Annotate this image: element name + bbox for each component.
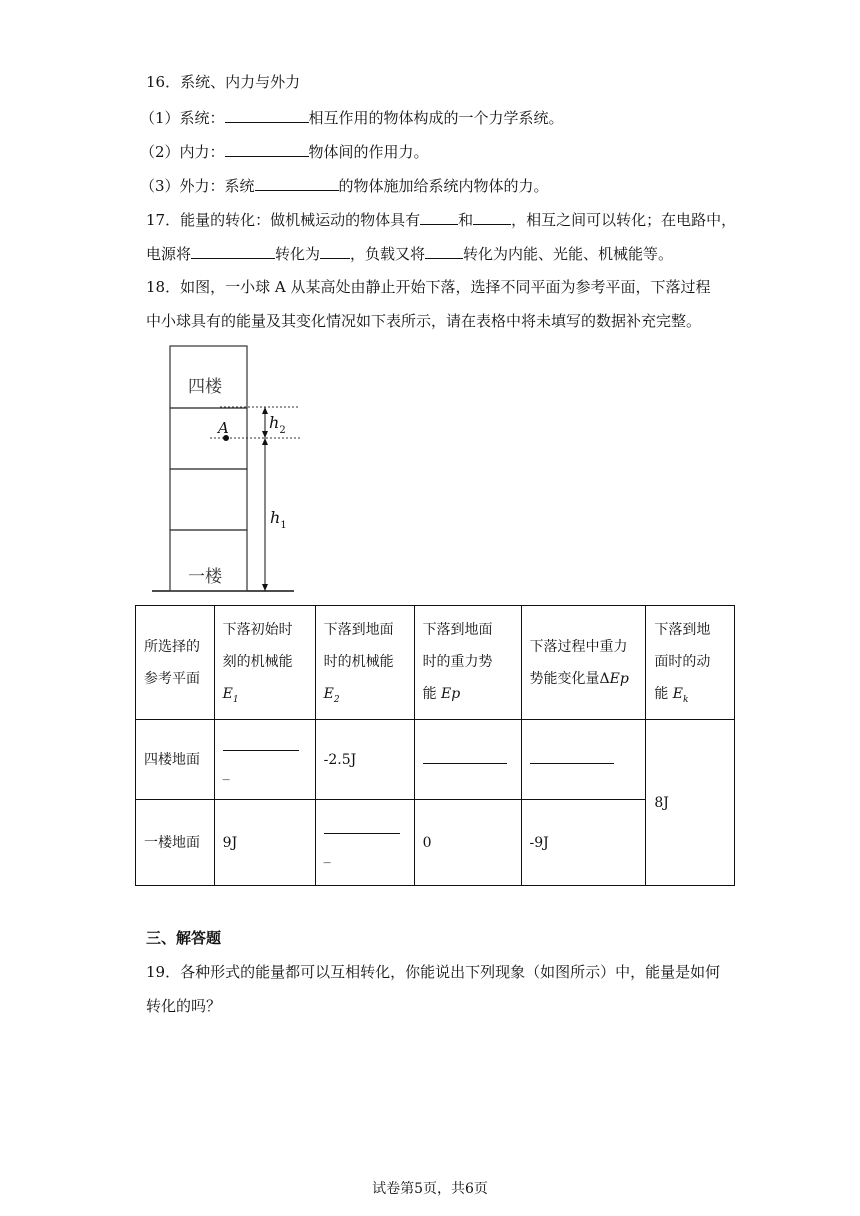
q16-item-2 bbox=[140, 141, 429, 162]
q17-line-2 bbox=[146, 243, 673, 264]
header-ep: 下落到地面 时的重力势 能 Ep bbox=[414, 606, 521, 720]
q16-item-3-label: （3）外力：系统 bbox=[140, 177, 255, 195]
q19-line-1: 19．各种形式的能量都可以互相转化，你能说出下列现象（如图所示）中，能量是如何 bbox=[146, 963, 721, 981]
q17-line-1 bbox=[146, 209, 736, 230]
answer-blank[interactable] bbox=[320, 243, 350, 259]
q18-line-1: 18．如图，一小球 A 从某高处由静止开始下落，选择不同平面为参考平面，下落过程 bbox=[146, 278, 711, 296]
q18-line-2: 中小球具有的能量及其变化情况如下表所示，请在表格中将未填写的数据补充完整。 bbox=[146, 312, 702, 330]
row1-ep-blank[interactable] bbox=[414, 720, 521, 800]
floor-top-label: 四楼 bbox=[188, 377, 222, 397]
q16-item-3-text: 的物体施加给系统内物体的力。 bbox=[338, 177, 549, 195]
row1-plane: 四楼地面 bbox=[136, 720, 215, 800]
answer-blank[interactable] bbox=[425, 243, 463, 259]
arrowhead-icon bbox=[262, 431, 268, 438]
ball-label: A bbox=[218, 419, 229, 437]
row2-e2-blank[interactable]: _ bbox=[315, 800, 414, 886]
q17-text-1: 17．能量的转化：做机械运动的物体具有 bbox=[146, 211, 421, 229]
ek-value: 8J bbox=[646, 720, 735, 886]
table-row bbox=[136, 720, 735, 800]
answer-blank[interactable] bbox=[255, 175, 339, 191]
h1-label: $h_1$ bbox=[270, 508, 287, 531]
answer-blank[interactable] bbox=[225, 141, 309, 157]
header-plane: 所选择的 参考平面 bbox=[136, 606, 215, 720]
header-e2: 下落到地面 时的机械能 $E_2$ bbox=[315, 606, 414, 720]
q16-item-2-text: 物体间的作用力。 bbox=[308, 143, 429, 161]
q16-item-2-label: （2）内力： bbox=[140, 143, 225, 161]
q16-title: 16．系统、内力与外力 bbox=[146, 73, 301, 91]
q17-text-4: 电源将 bbox=[146, 245, 192, 263]
building-figure bbox=[150, 340, 300, 596]
row1-e1-blank[interactable]: _ bbox=[214, 720, 315, 800]
page-footer: 试卷第5页，共6页 bbox=[372, 1181, 488, 1197]
answer-blank[interactable] bbox=[191, 243, 275, 259]
q17-text-3: ，相互之间可以转化；在电路中， bbox=[511, 211, 737, 229]
q16-item-1-label: （1）系统： bbox=[140, 109, 225, 127]
row1-dep-blank[interactable] bbox=[521, 720, 646, 800]
arrowhead-icon bbox=[262, 584, 268, 591]
q17-text-5: 转化为 bbox=[275, 245, 321, 263]
answer-blank[interactable] bbox=[473, 209, 511, 225]
row2-ep: 0 bbox=[414, 800, 521, 886]
header-dep: 下落过程中重力 势能变化量ΔEp bbox=[521, 606, 646, 720]
row2-dep: -9J bbox=[521, 800, 646, 886]
q19-line-2: 转化的吗？ bbox=[146, 997, 222, 1015]
answer-blank[interactable] bbox=[225, 107, 309, 123]
table-row bbox=[136, 800, 735, 886]
q17-text-2: 和 bbox=[458, 211, 474, 229]
row1-e2: -2.5J bbox=[315, 720, 414, 800]
q17-text-7: 转化为内能、光能、机械能等。 bbox=[463, 245, 674, 263]
table-header-row bbox=[136, 606, 735, 720]
q16-item-1 bbox=[140, 107, 564, 128]
floor-2-box bbox=[170, 469, 247, 530]
energy-table bbox=[135, 605, 735, 886]
section-heading: 三、解答题 bbox=[146, 929, 222, 947]
row2-plane: 一楼地面 bbox=[136, 800, 215, 886]
q16-item-1-text: 相互作用的物体构成的一个力学系统。 bbox=[308, 109, 564, 127]
header-e1: 下落初始时 刻的机械能 $E_1$ bbox=[214, 606, 315, 720]
arrowhead-icon bbox=[262, 407, 268, 414]
q16-item-3 bbox=[140, 175, 549, 196]
h2-label: $h_2$ bbox=[269, 413, 286, 436]
answer-blank[interactable] bbox=[420, 209, 458, 225]
floor-bottom-label: 一楼 bbox=[188, 567, 222, 587]
row2-e1: 9J bbox=[214, 800, 315, 886]
arrowhead-icon bbox=[262, 438, 268, 445]
q17-text-6: ，负载又将 bbox=[350, 245, 426, 263]
header-ek: 下落到地 面时的动 能 $E_k$ bbox=[646, 606, 735, 720]
